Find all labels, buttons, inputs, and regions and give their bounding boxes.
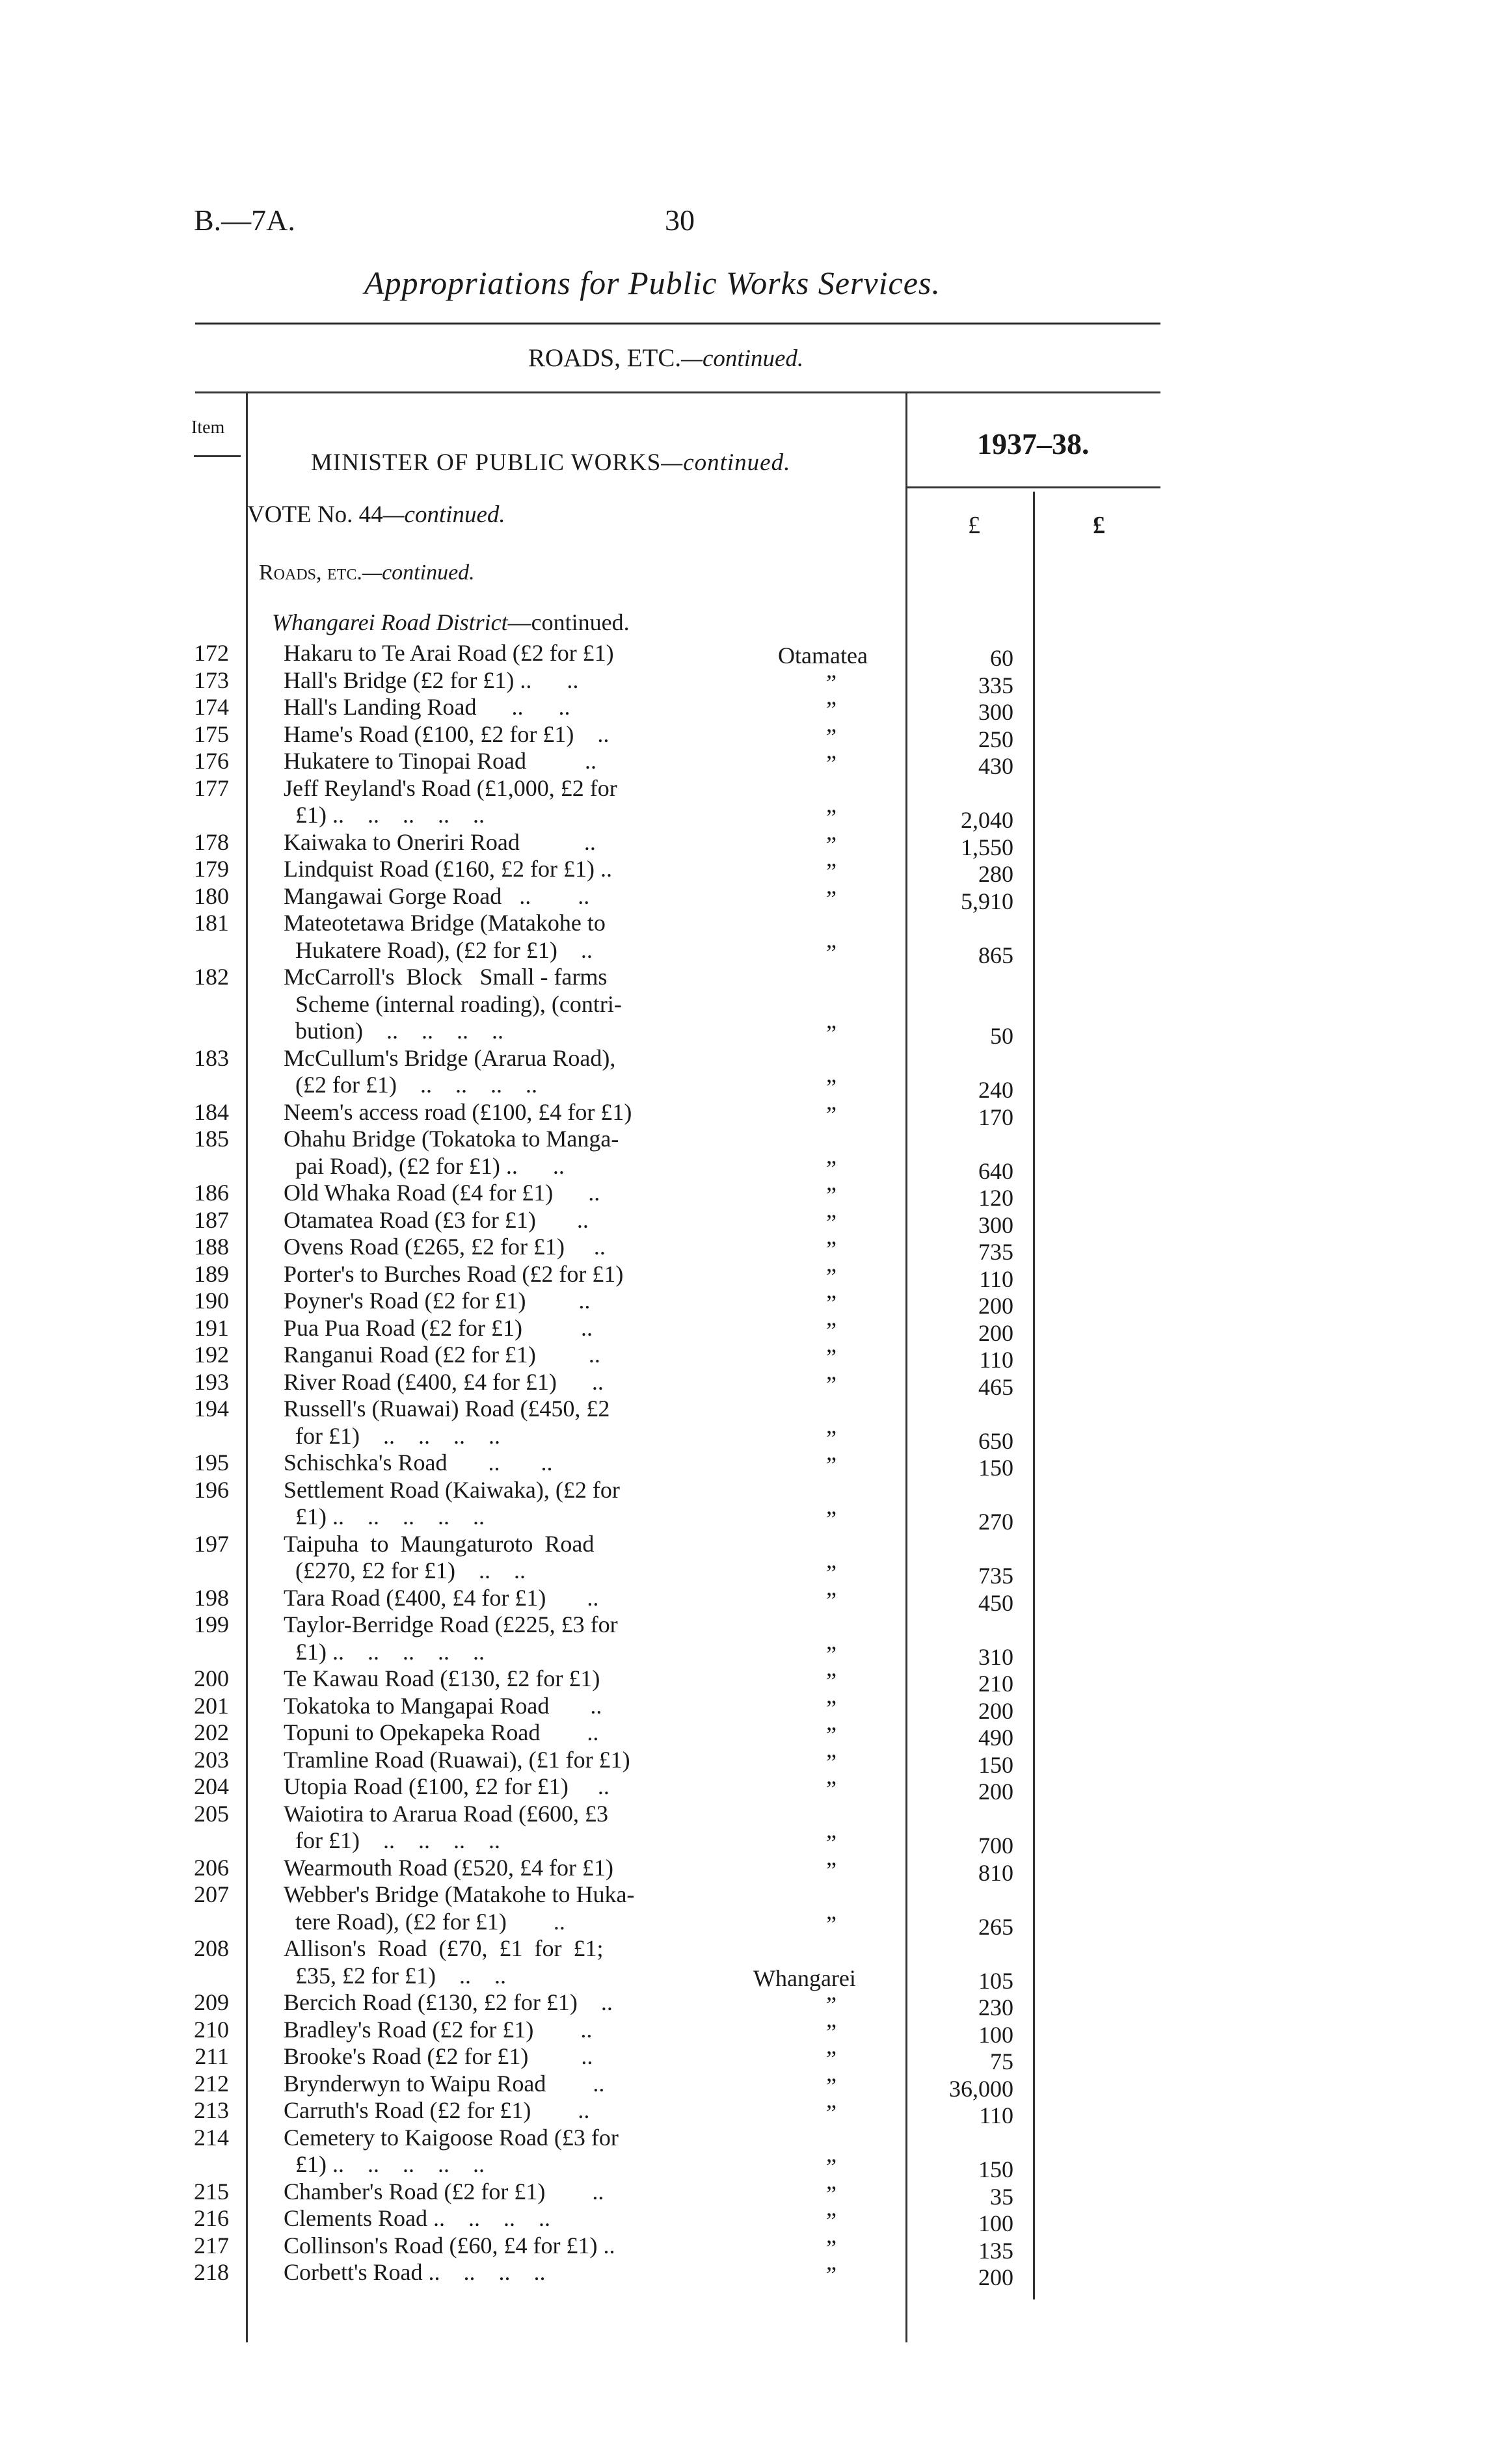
item-number: 173 — [194, 667, 229, 693]
item-description: Ovens Road (£265, £2 for £1) .. — [284, 1234, 606, 1260]
amount-value: 110 — [979, 2102, 1013, 2128]
district-location: Otamatea — [778, 642, 868, 669]
item-number: 208 — [194, 1935, 229, 1961]
item-number: 174 — [194, 694, 229, 720]
item-description: Collinson's Road (£60, £4 for £1) .. — [284, 2232, 615, 2259]
item-number: 203 — [194, 1746, 229, 1773]
ditto-mark: ” — [826, 1587, 837, 1613]
amount-value: 865 — [978, 942, 1013, 968]
item-number: 217 — [194, 2232, 229, 2259]
amount-value: 250 — [978, 726, 1013, 752]
amount-value: 5,910 — [961, 888, 1013, 914]
item-description: Porter's to Burches Road (£2 for £1) — [284, 1260, 624, 1287]
item-description: McCullum's Bridge (Ararua Road), — [284, 1044, 616, 1071]
amount-value: 35 — [990, 2183, 1013, 2210]
item-number: 184 — [194, 1098, 229, 1125]
item-number: 176 — [194, 748, 229, 774]
amount-value: 230 — [978, 1994, 1013, 2020]
vote-heading-main: VOTE No. 44 — [247, 501, 383, 528]
district-name: Whangarei Road District — [272, 609, 508, 635]
amount-value: 465 — [978, 1373, 1013, 1400]
ditto-mark: ” — [826, 1857, 837, 1883]
item-number: 215 — [194, 2178, 229, 2205]
item-number: 191 — [194, 1314, 229, 1341]
item-number: 178 — [194, 828, 229, 855]
amount-value: 270 — [978, 1509, 1013, 1535]
item-description: Ohahu Bridge (Tokatoka to Manga- — [284, 1126, 619, 1152]
ditto-mark: ” — [826, 1425, 837, 1451]
amount-value: 100 — [978, 2021, 1013, 2048]
amount-value: 200 — [978, 1697, 1013, 1724]
ditto-mark: ” — [826, 1452, 837, 1478]
roads-heading-cont: —continued. — [362, 561, 475, 585]
item-number: 188 — [194, 1234, 229, 1260]
item-number: 209 — [194, 1989, 229, 2015]
ditto-mark: ” — [826, 1263, 837, 1290]
ditto-mark: ” — [826, 1668, 837, 1694]
item-description: (£2 for £1) .. .. .. .. — [284, 1072, 537, 1098]
ditto-mark: ” — [826, 885, 837, 912]
item-number: 182 — [194, 964, 229, 990]
ditto-mark: ” — [826, 1074, 837, 1100]
item-number: 186 — [194, 1180, 229, 1206]
ditto-mark: ” — [826, 2100, 837, 2126]
item-description: £1) .. .. .. .. .. — [284, 802, 485, 828]
ministry-heading-main: MINISTER OF PUBLIC WORKS — [311, 449, 662, 476]
item-description: Jeff Reyland's Road (£1,000, £2 for — [284, 775, 617, 801]
item-description: Hukatere to Tinopai Road .. — [284, 748, 596, 774]
ditto-mark: ” — [826, 1344, 837, 1370]
ditto-mark: ” — [826, 804, 837, 830]
amount-value: 280 — [978, 861, 1013, 887]
item-number: 207 — [194, 1881, 229, 1907]
ditto-mark: ” — [826, 1560, 837, 1586]
ditto-mark: ” — [826, 831, 837, 858]
section-subtitle-cont: —continued. — [681, 345, 804, 372]
item-description: Allison's Road (£70, £1 for £1; — [284, 1935, 604, 1961]
section-subtitle-main: ROADS, ETC. — [528, 344, 682, 372]
item-description: Schischka's Road .. .. — [284, 1450, 553, 1476]
ditto-mark: ” — [826, 1101, 837, 1128]
item-number: 189 — [194, 1260, 229, 1287]
vote-heading-cont: —continued. — [382, 501, 505, 528]
item-description: Te Kawau Road (£130, £2 for £1) — [284, 1665, 600, 1691]
amount-value: 430 — [978, 753, 1013, 779]
amount-value: 105 — [978, 1967, 1013, 1994]
item-number: 177 — [194, 775, 229, 801]
ditto-mark: ” — [826, 1911, 837, 1937]
amount-value: 150 — [978, 1751, 1013, 1778]
item-number: 200 — [194, 1665, 229, 1691]
item-description: Hame's Road (£100, £2 for £1) .. — [284, 721, 610, 747]
item-number: 199 — [194, 1611, 229, 1637]
item-description: (£270, £2 for £1) .. .. — [284, 1557, 526, 1583]
item-description: bution) .. .. .. .. — [284, 1018, 503, 1044]
item-number: 195 — [194, 1450, 229, 1476]
item-description: Settlement Road (Kaiwaka), (£2 for — [284, 1476, 620, 1503]
amount-value: 120 — [978, 1185, 1013, 1211]
item-description: Taipuha to Maungaturoto Road — [284, 1530, 595, 1557]
item-number: 187 — [194, 1206, 229, 1233]
ditto-mark: ” — [826, 1641, 837, 1667]
amount-value: 1,550 — [961, 834, 1013, 860]
ditto-mark: ” — [826, 696, 837, 722]
item-number: 172 — [194, 640, 229, 666]
item-description: Brooke's Road (£2 for £1) .. — [284, 2043, 593, 2069]
item-description: £35, £2 for £1) .. .. — [284, 1962, 506, 1989]
amount-value: 110 — [979, 1265, 1013, 1292]
ditto-mark: ” — [826, 2234, 837, 2261]
ditto-mark: ” — [826, 1290, 837, 1316]
item-column-header: Item — [191, 417, 225, 438]
item-description: Otamatea Road (£3 for £1) .. — [284, 1206, 589, 1233]
item-number: 194 — [194, 1396, 229, 1422]
amount-value: 36,000 — [949, 2075, 1013, 2102]
amount-value: 170 — [978, 1104, 1013, 1130]
item-number: 185 — [194, 1126, 229, 1152]
amount-value: 50 — [990, 1023, 1013, 1049]
item-number: 216 — [194, 2205, 229, 2231]
district-location: Whangarei — [753, 1965, 856, 1991]
amount-value: 450 — [978, 1589, 1013, 1616]
amount-value: 110 — [979, 1347, 1013, 1373]
amount-value: 75 — [990, 2048, 1013, 2074]
item-description: Waiotira to Ararua Road (£600, £3 — [284, 1800, 608, 1827]
item-description: Hakaru to Te Arai Road (£2 for £1) — [284, 640, 614, 666]
amount-value: 200 — [978, 1319, 1013, 1346]
ditto-mark: ” — [826, 1236, 837, 1262]
item-number: 205 — [194, 1800, 229, 1827]
item-description: for £1) .. .. .. .. — [284, 1827, 500, 1853]
currency-header-1: £ — [968, 512, 980, 539]
year-column-header: 1937–38. — [977, 427, 1090, 460]
item-description: Chamber's Road (£2 for £1) .. — [284, 2178, 604, 2205]
amount-value: 735 — [978, 1239, 1013, 1265]
amount-value: 240 — [978, 1077, 1013, 1103]
amount-value: 310 — [978, 1643, 1013, 1670]
item-description: Ranganui Road (£2 for £1) .. — [284, 1342, 600, 1368]
amount-value: 810 — [978, 1859, 1013, 1886]
item-number: 210 — [194, 2016, 229, 2043]
amount-value: 200 — [978, 2264, 1013, 2290]
item-number: 218 — [194, 2259, 229, 2285]
item-description: Old Whaka Road (£4 for £1) .. — [284, 1180, 600, 1206]
district-cont: —continued. — [507, 609, 630, 635]
amount-value: 60 — [990, 645, 1013, 671]
item-description: Taylor-Berridge Road (£225, £3 for — [284, 1611, 618, 1637]
ditto-mark: ” — [826, 1155, 837, 1182]
amount-value: 150 — [978, 2156, 1013, 2182]
item-description: Hall's Bridge (£2 for £1) .. .. — [284, 667, 579, 693]
amount-value: 735 — [978, 1563, 1013, 1589]
amount-value: 150 — [978, 1455, 1013, 1481]
ditto-mark: ” — [826, 1992, 837, 2018]
ditto-mark: ” — [826, 1506, 837, 1532]
ditto-mark: ” — [826, 1020, 837, 1046]
ditto-mark: ” — [826, 2073, 837, 2099]
ditto-mark: ” — [826, 1830, 837, 1856]
ditto-mark: ” — [826, 750, 837, 776]
item-description: Wearmouth Road (£520, £4 for £1) — [284, 1854, 613, 1881]
item-description: £1) .. .. .. .. .. — [284, 1504, 485, 1530]
item-number: 190 — [194, 1288, 229, 1314]
item-description: Topuni to Opekapeka Road .. — [284, 1719, 599, 1745]
item-number: 192 — [194, 1342, 229, 1368]
item-number: 201 — [194, 1692, 229, 1719]
page-number: 30 — [665, 204, 695, 237]
item-description: Brynderwyn to Waipu Road .. — [284, 2070, 605, 2097]
item-description: Carruth's Road (£2 for £1) .. — [284, 2097, 590, 2123]
item-number: 212 — [194, 2070, 229, 2097]
amount-value: 265 — [978, 1913, 1013, 1940]
item-number: 198 — [194, 1584, 229, 1611]
item-description: Webber's Bridge (Matakohe to Huka- — [284, 1881, 635, 1907]
ditto-mark: ” — [826, 1695, 837, 1721]
item-description: Tokatoka to Mangapai Road .. — [284, 1692, 602, 1719]
item-description: Hukatere Road), (£2 for £1) .. — [284, 936, 593, 963]
ditto-mark: ” — [826, 2208, 837, 2234]
ditto-mark: ” — [826, 1776, 837, 1802]
item-description: McCarroll's Block Small - farms — [284, 964, 608, 990]
item-description: Neem's access road (£100, £4 for £1) — [284, 1098, 632, 1125]
ditto-mark: ” — [826, 723, 837, 750]
item-description: Clements Road .. .. .. .. — [284, 2205, 550, 2231]
item-number: 175 — [194, 721, 229, 747]
item-number: 206 — [194, 1854, 229, 1881]
item-description: Scheme (internal roading), (contri- — [284, 990, 622, 1017]
item-number: 183 — [194, 1044, 229, 1071]
item-number: 179 — [194, 856, 229, 882]
ditto-mark: ” — [826, 669, 837, 696]
amount-value: 2,040 — [961, 807, 1013, 833]
item-number: 181 — [194, 910, 229, 936]
ditto-mark: ” — [826, 2262, 837, 2288]
amount-value: 135 — [978, 2237, 1013, 2264]
item-description: tere Road), (£2 for £1) .. — [284, 1908, 565, 1935]
ditto-mark: ” — [826, 858, 837, 884]
amount-value: 335 — [978, 672, 1013, 698]
item-number: 211 — [194, 2043, 229, 2069]
ditto-mark: ” — [826, 2154, 837, 2180]
item-description: £1) .. .. .. .. .. — [284, 1638, 485, 1665]
ditto-mark: ” — [826, 1182, 837, 1208]
item-description: Corbett's Road .. .. .. .. — [284, 2259, 546, 2285]
item-description: pai Road), (£2 for £1) .. .. — [284, 1152, 565, 1179]
item-description: Bercich Road (£130, £2 for £1) .. — [284, 1989, 613, 2015]
ditto-mark: ” — [826, 2046, 837, 2072]
amount-value: 200 — [978, 1779, 1013, 1805]
item-description: Poyner's Road (£2 for £1) .. — [284, 1288, 591, 1314]
item-description: Hall's Landing Road .. .. — [284, 694, 570, 720]
ditto-mark: ” — [826, 1317, 837, 1344]
item-description: Kaiwaka to Oneriri Road .. — [284, 828, 596, 855]
ditto-mark: ” — [826, 1749, 837, 1775]
item-description: Russell's (Ruawai) Road (£450, £2 — [284, 1396, 610, 1422]
amount-value: 210 — [978, 1671, 1013, 1697]
item-number: 213 — [194, 2097, 229, 2123]
item-description: Tara Road (£400, £4 for £1) .. — [284, 1584, 599, 1611]
ditto-mark: ” — [826, 2019, 837, 2045]
amount-value: 640 — [978, 1158, 1013, 1184]
item-description: Lindquist Road (£160, £2 for £1) .. — [284, 856, 612, 882]
item-description: Mateotetawa Bridge (Matakohe to — [284, 910, 606, 936]
amount-value: 300 — [978, 1212, 1013, 1238]
item-description: Pua Pua Road (£2 for £1) .. — [284, 1314, 593, 1341]
item-number: 204 — [194, 1773, 229, 1799]
page-title: Appropriations for Public Works Services. — [364, 265, 941, 301]
amount-value: 100 — [978, 2210, 1013, 2236]
item-number: 193 — [194, 1368, 229, 1395]
item-description: Utopia Road (£100, £2 for £1) .. — [284, 1773, 610, 1799]
ditto-mark: ” — [826, 939, 837, 966]
currency-header-2: £ — [1093, 512, 1105, 539]
roads-heading-main: Roads, etc. — [259, 561, 362, 585]
amount-value: 700 — [978, 1833, 1013, 1859]
item-description: Bradley's Road (£2 for £1) .. — [284, 2016, 593, 2043]
amount-value: 300 — [978, 699, 1013, 725]
document-code: B.—7A. — [194, 204, 295, 237]
amount-value: 650 — [978, 1427, 1013, 1454]
ditto-mark: ” — [826, 2180, 837, 2207]
item-description: Mangawai Gorge Road .. .. — [284, 882, 590, 909]
item-description: Tramline Road (Ruawai), (£1 for £1) — [284, 1746, 630, 1773]
item-number: 202 — [194, 1719, 229, 1745]
item-number: 214 — [194, 2124, 229, 2151]
item-description: Cemetery to Kaigoose Road (£3 for — [284, 2124, 619, 2151]
item-number: 197 — [194, 1530, 229, 1557]
item-description: £1) .. .. .. .. .. — [284, 2151, 485, 2177]
item-number: 196 — [194, 1476, 229, 1503]
item-description: for £1) .. .. .. .. — [284, 1422, 500, 1449]
ditto-mark: ” — [826, 1722, 837, 1748]
ditto-mark: ” — [826, 1371, 837, 1398]
ministry-heading-cont: —continued. — [661, 449, 791, 476]
ditto-mark: ” — [826, 1209, 837, 1236]
item-number: 180 — [194, 882, 229, 909]
item-description: River Road (£400, £4 for £1) .. — [284, 1368, 604, 1395]
amount-value: 200 — [978, 1293, 1013, 1319]
amount-value: 490 — [978, 1725, 1013, 1751]
